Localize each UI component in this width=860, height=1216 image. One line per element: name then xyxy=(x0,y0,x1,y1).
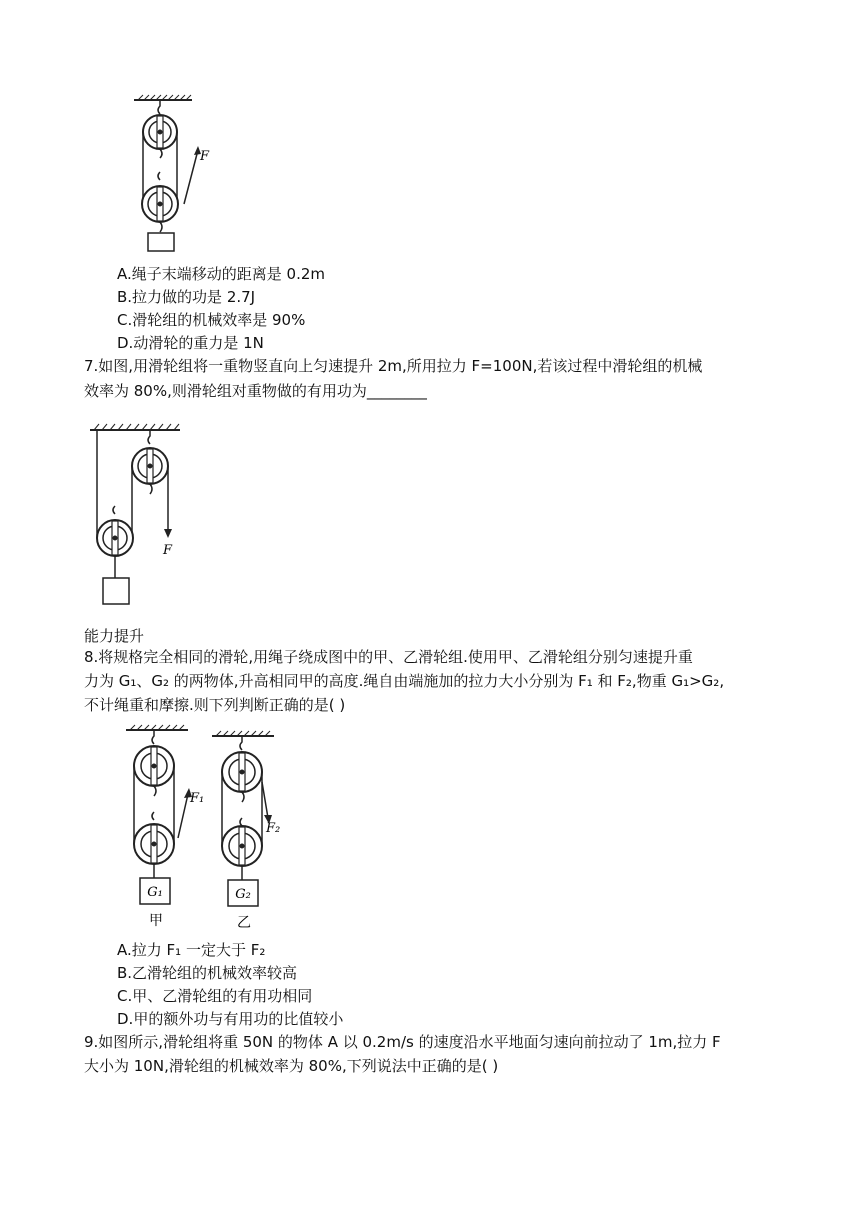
q6-option-c: C.滑轮组的机械效率是 90% xyxy=(117,311,306,329)
q8-option-d: D.甲的额外功与有用功的比值较小 xyxy=(117,1010,344,1028)
q9-line-1: 9.如图所示,滑轮组将重 50N 的物体 A 以 0.2m/s 的速度沿水平地面匀速向前拉动了 1m,拉力 F xyxy=(84,1033,721,1051)
q8-option-a: A.拉力 F₁ 一定大于 F₂ xyxy=(117,941,266,959)
q6-option-a: A.绳子末端移动的距离是 0.2m xyxy=(117,265,326,283)
q8-line-2: 力为 G₁、G₂ 的两物体,升高相同甲的高度.绳自由端施加的拉力大小分别为 F₁ 和 F₂,物重 G₁>G₂, xyxy=(84,672,725,690)
q8-line-3: 不计绳重和摩擦.则下列判断正确的是( ) xyxy=(84,696,346,714)
q8-pulley-figure xyxy=(118,722,288,941)
q8-option-b: B.乙滑轮组的机械效率较高 xyxy=(117,964,298,982)
q8-left-weight-label: G₁ xyxy=(147,885,163,900)
q7-line-2: 效率为 80%,则滑轮组对重物做的有用功为________ xyxy=(84,382,427,400)
q7-pulley-figure xyxy=(84,420,194,614)
q8-right-weight-label: G₂ xyxy=(235,887,251,902)
q7-line-1: 7.如图,用滑轮组将一重物竖直向上匀速提升 2m,所用拉力 F=100N,若该过程中滑轮组的机械 xyxy=(84,357,703,375)
q6-option-d: D.动滑轮的重力是 1N xyxy=(117,334,264,352)
q9-line-2: 大小为 10N,滑轮组的机械效率为 80%,下列说法中正确的是( ) xyxy=(84,1057,499,1075)
q6-pulley-figure xyxy=(130,92,220,261)
section-title: 能力提升 xyxy=(84,627,145,645)
q8-right-force-label: F₂ xyxy=(266,821,281,836)
q8-left-force-label: F₁ xyxy=(190,791,205,806)
q8-right-caption: 乙 xyxy=(237,915,251,931)
q6-force-label: F xyxy=(200,149,210,164)
q8-left-caption: 甲 xyxy=(149,913,163,929)
q8-line-1: 8.将规格完全相同的滑轮,用绳子绕成图中的甲、乙滑轮组.使用甲、乙滑轮组分别匀速提升重 xyxy=(84,648,693,666)
q8-option-c: C.甲、乙滑轮组的有用功相同 xyxy=(117,987,313,1005)
q7-force-label: F xyxy=(163,543,173,558)
q6-option-b: B.拉力做的功是 2.7J xyxy=(117,288,256,306)
